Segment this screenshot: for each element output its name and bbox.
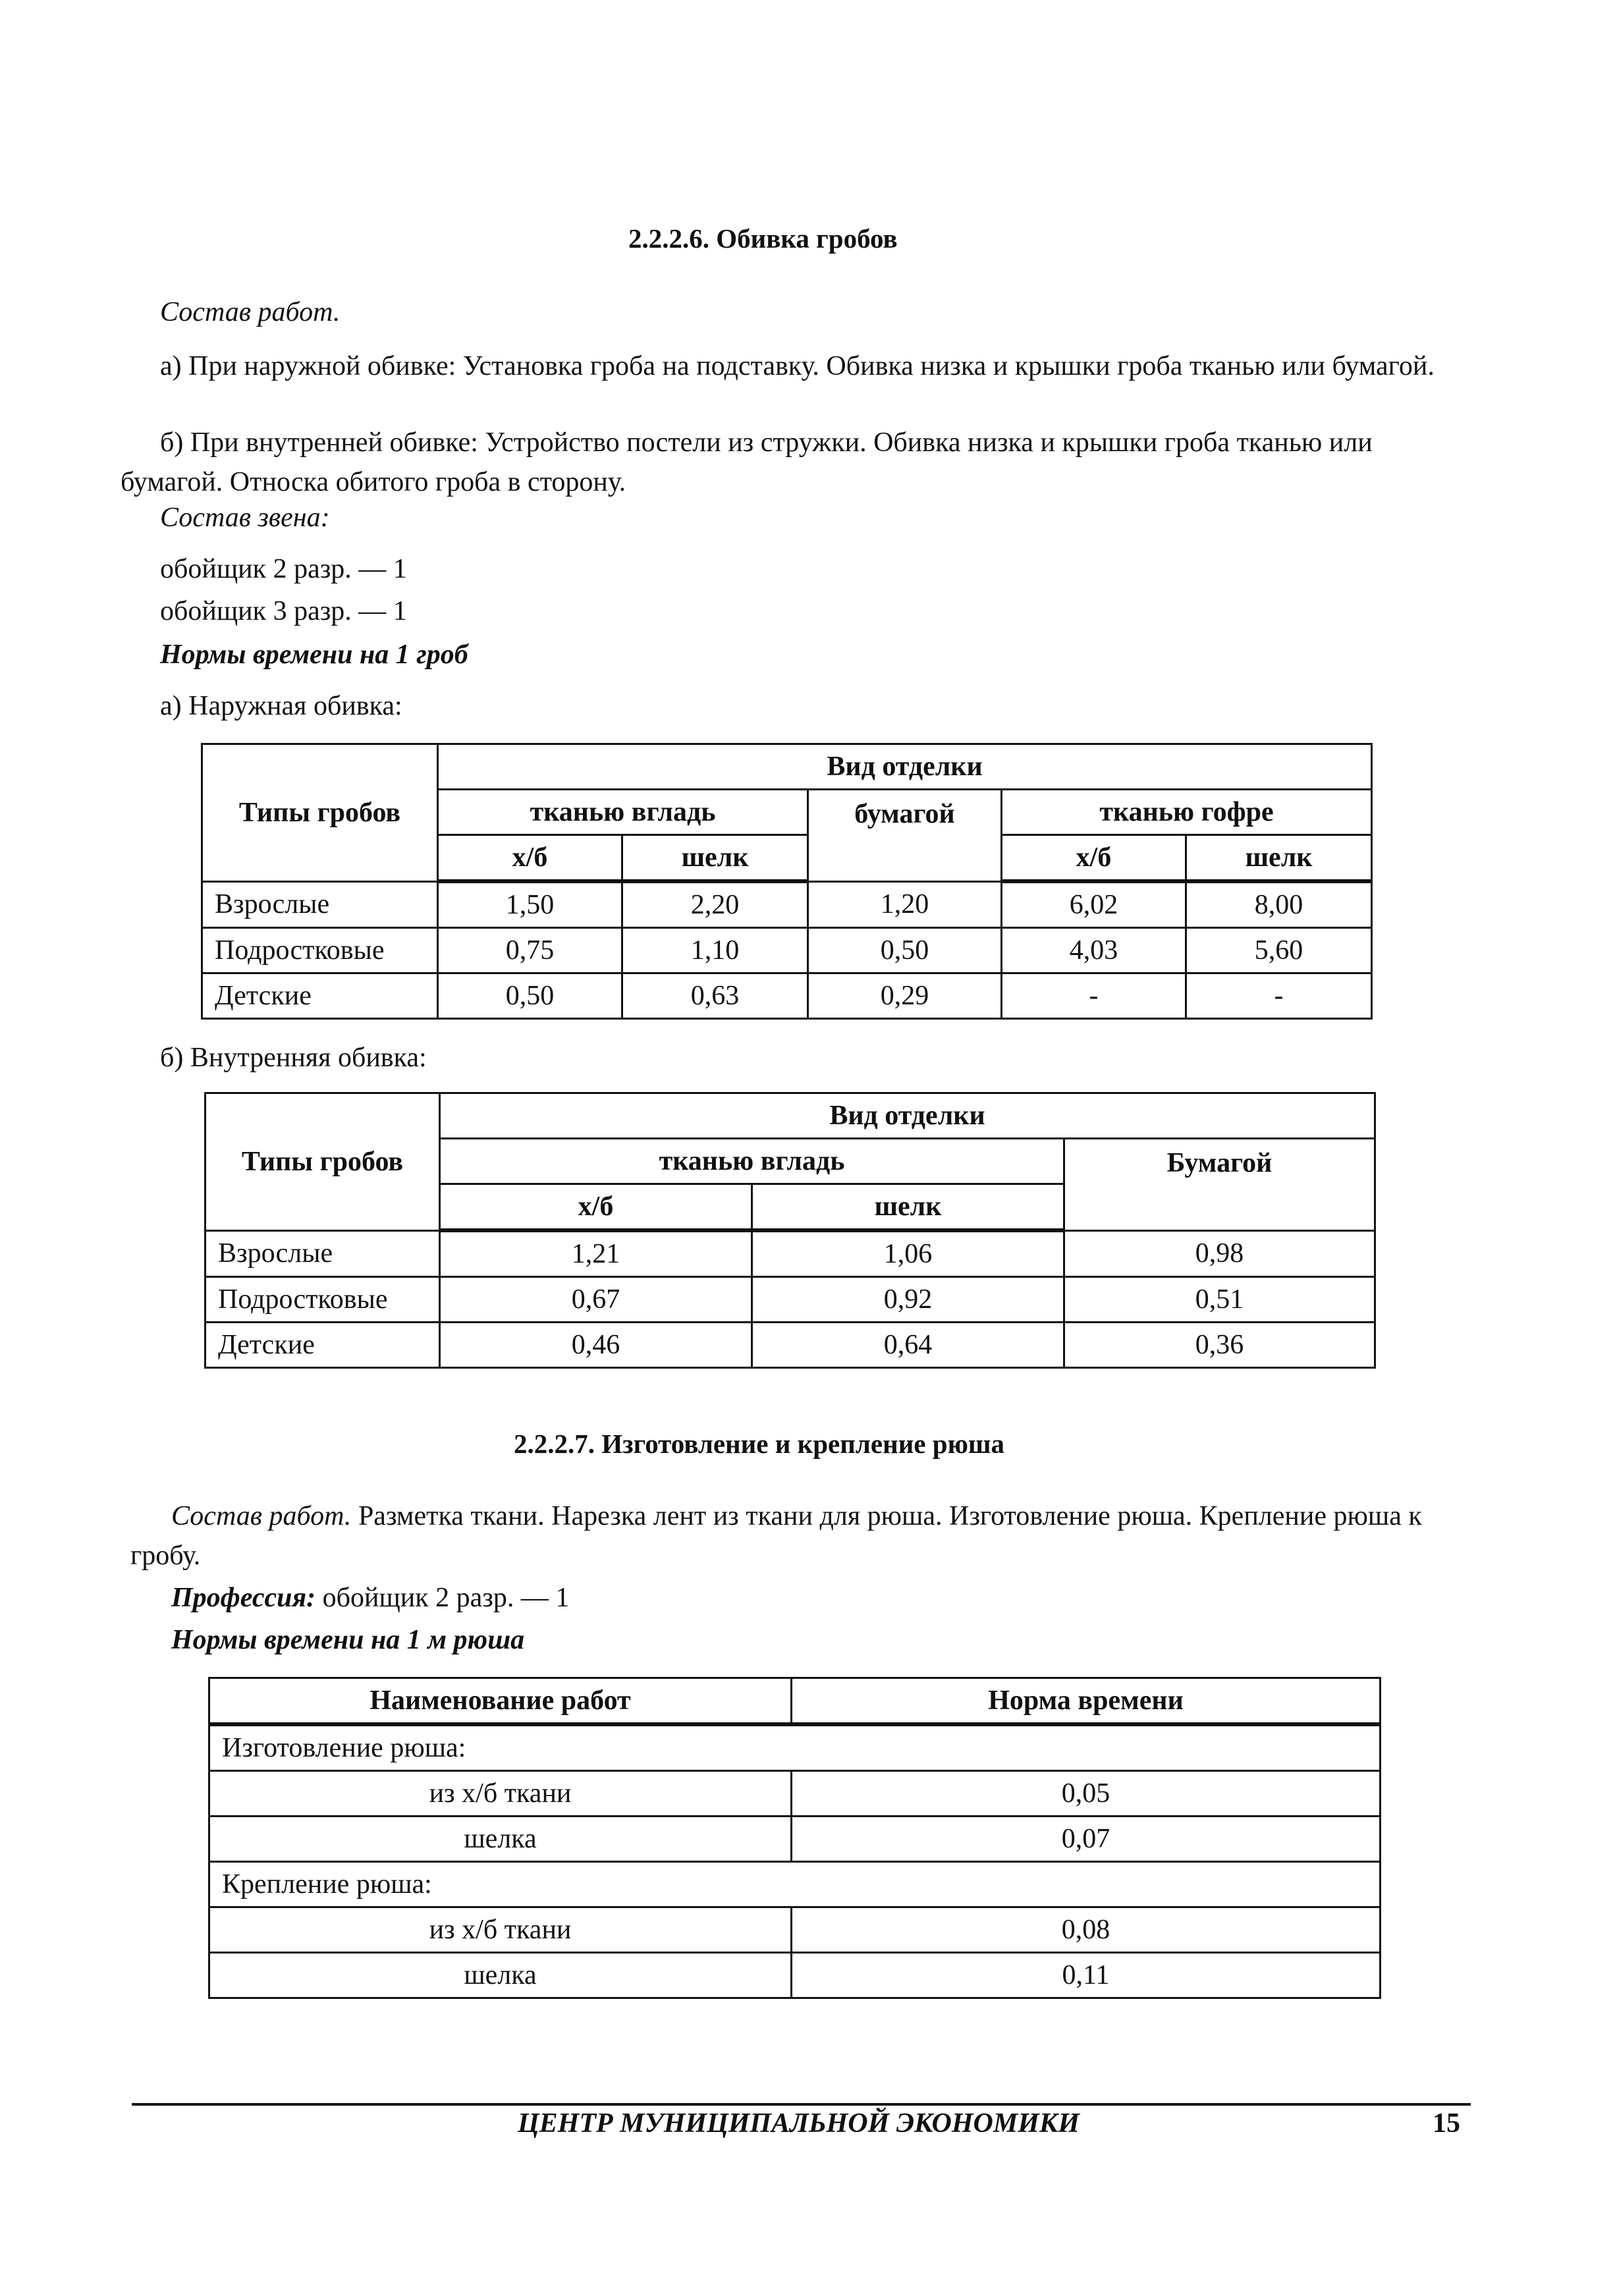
cell-value: 0,64 (752, 1323, 1064, 1368)
header-silk: шелк (752, 1184, 1064, 1231)
table-row (205, 1277, 1375, 1323)
row-name: Взрослые (202, 881, 438, 928)
cell-value: 0,92 (752, 1277, 1064, 1323)
row-name: шелка (209, 1953, 792, 1998)
footer-publisher: ЦЕНТР МУНИЦИПАЛЬНОЙ ЭКОНОМИКИ (518, 2108, 1080, 2139)
para-ruche-work (130, 1496, 1467, 1575)
crew-item: обойщик 2 разр. — 1 (160, 554, 407, 584)
table-row (209, 1817, 1381, 1862)
cell-value: - (1002, 973, 1186, 1019)
cell-value: 1,21 (440, 1230, 752, 1277)
footer-rule (132, 2103, 1471, 2106)
table-inner-upholstery (204, 1092, 1376, 1369)
sostav-rabot-label: Состав работ. (171, 1501, 352, 1531)
cell-value: 0,75 (438, 928, 622, 973)
cell-value: 1,20 (808, 881, 1002, 928)
row-name: из х/б ткани (209, 1771, 792, 1817)
table-row (205, 1323, 1375, 1368)
row-name: шелка (209, 1817, 792, 1862)
group-label: Крепление рюша: (209, 1862, 1381, 1907)
table-row (209, 1907, 1381, 1953)
cell-value: 1,06 (752, 1230, 1064, 1277)
table-row (209, 1953, 1381, 1998)
header-finish-type: Вид отделки (440, 1093, 1375, 1139)
cell-value: 0,63 (622, 973, 808, 1019)
header-silk: шелк (1186, 835, 1372, 882)
header-coffin-types: Типы гробов (202, 744, 438, 882)
ruche-work-text: Разметка ткани. Нарезка лент из ткани для рюша. Изготовление рюша. Крепление рюша к гробу. (130, 1501, 1422, 1571)
table-row (202, 973, 1372, 1019)
cell-value: 0,46 (440, 1323, 752, 1368)
sub-outer-label: а) Наружная обивка: (160, 691, 402, 721)
para-outer-upholstery: а) При наружной обивке: Установка гроба на подставку. Обивка низка и крышки гроба тканью или бумагой. (160, 351, 1435, 381)
cell-value: 0,67 (440, 1277, 752, 1323)
cell-value: 1,10 (622, 928, 808, 973)
profession-line (171, 1579, 569, 1616)
cell-value: 0,36 (1064, 1323, 1375, 1368)
table-row (202, 928, 1372, 973)
cell-value: 0,50 (438, 973, 622, 1019)
header-work-name: Наименование работ (209, 1678, 792, 1725)
row-name: из х/б ткани (209, 1907, 792, 1953)
cell-value: 0,50 (808, 928, 1002, 973)
cell-value: 1,50 (438, 881, 622, 928)
norms-label-ruche: Нормы времени на 1 м рюша (171, 1625, 525, 1655)
row-name: Подростковые (205, 1277, 440, 1323)
section-title-2227: 2.2.2.7. Изготовление и крепление рюша (514, 1429, 1005, 1459)
cell-value: 5,60 (1186, 928, 1372, 973)
header-paper: Бумагой (1064, 1139, 1375, 1231)
cell-value: 0,11 (792, 1953, 1381, 1998)
header-cotton: х/б (1002, 835, 1186, 882)
profession-text: обойщик 2 разр. — 1 (315, 1583, 570, 1613)
cell-value: 0,08 (792, 1907, 1381, 1953)
table-row (209, 1724, 1381, 1771)
cell-value: 6,02 (1002, 881, 1186, 928)
profession-label: Профессия: (171, 1583, 316, 1613)
table-row (202, 881, 1372, 928)
sostav-zvena-label: Состав звена: (160, 503, 330, 533)
header-paper: бумагой (808, 790, 1002, 882)
header-coffin-types: Типы гробов (205, 1093, 440, 1231)
cell-value: 2,20 (622, 881, 808, 928)
header-silk: шелк (622, 835, 808, 882)
cell-value: 0,29 (808, 973, 1002, 1019)
header-finish-type: Вид отделки (438, 744, 1372, 790)
table-ruche-norms (208, 1677, 1381, 1999)
cell-value: 0,51 (1064, 1277, 1375, 1323)
table-row (205, 1230, 1375, 1277)
para-inner-upholstery: б) При внутренней обивке: Устройство постели из стружки. Обивка низка и крышки гроба тканью или бумагой. Относка обитого гроба в сторону. (121, 427, 1373, 497)
norms-label-coffin: Нормы времени на 1 гроб (160, 640, 468, 670)
cell-value: 0,98 (1064, 1230, 1375, 1277)
crew-item: обойщик 3 разр. — 1 (160, 596, 407, 626)
row-name: Взрослые (205, 1230, 440, 1277)
row-name: Детские (205, 1323, 440, 1368)
section-title-2226: 2.2.2.6. Обивка гробов (628, 223, 898, 254)
header-fabric-smooth: тканью вгладь (438, 790, 808, 835)
sub-inner-label: б) Внутренняя обивка: (160, 1043, 427, 1073)
header-fabric-goffer: тканью гофре (1002, 790, 1372, 835)
header-time-norm: Норма времени (792, 1678, 1381, 1725)
cell-value: 8,00 (1186, 881, 1372, 928)
page-number: 15 (1433, 2108, 1460, 2139)
row-name: Подростковые (202, 928, 438, 973)
cell-value: 0,07 (792, 1817, 1381, 1862)
cell-value: - (1186, 973, 1372, 1019)
header-fabric-smooth: тканью вгладь (440, 1139, 1064, 1184)
sostav-rabot-label: Состав работ. (160, 297, 341, 327)
group-label: Изготовление рюша: (209, 1724, 1381, 1771)
header-cotton: х/б (438, 835, 622, 882)
table-outer-upholstery (201, 743, 1373, 1020)
header-cotton: х/б (440, 1184, 752, 1231)
cell-value: 0,05 (792, 1771, 1381, 1817)
cell-value: 4,03 (1002, 928, 1186, 973)
table-row (209, 1771, 1381, 1817)
table-row (209, 1862, 1381, 1907)
row-name: Детские (202, 973, 438, 1019)
